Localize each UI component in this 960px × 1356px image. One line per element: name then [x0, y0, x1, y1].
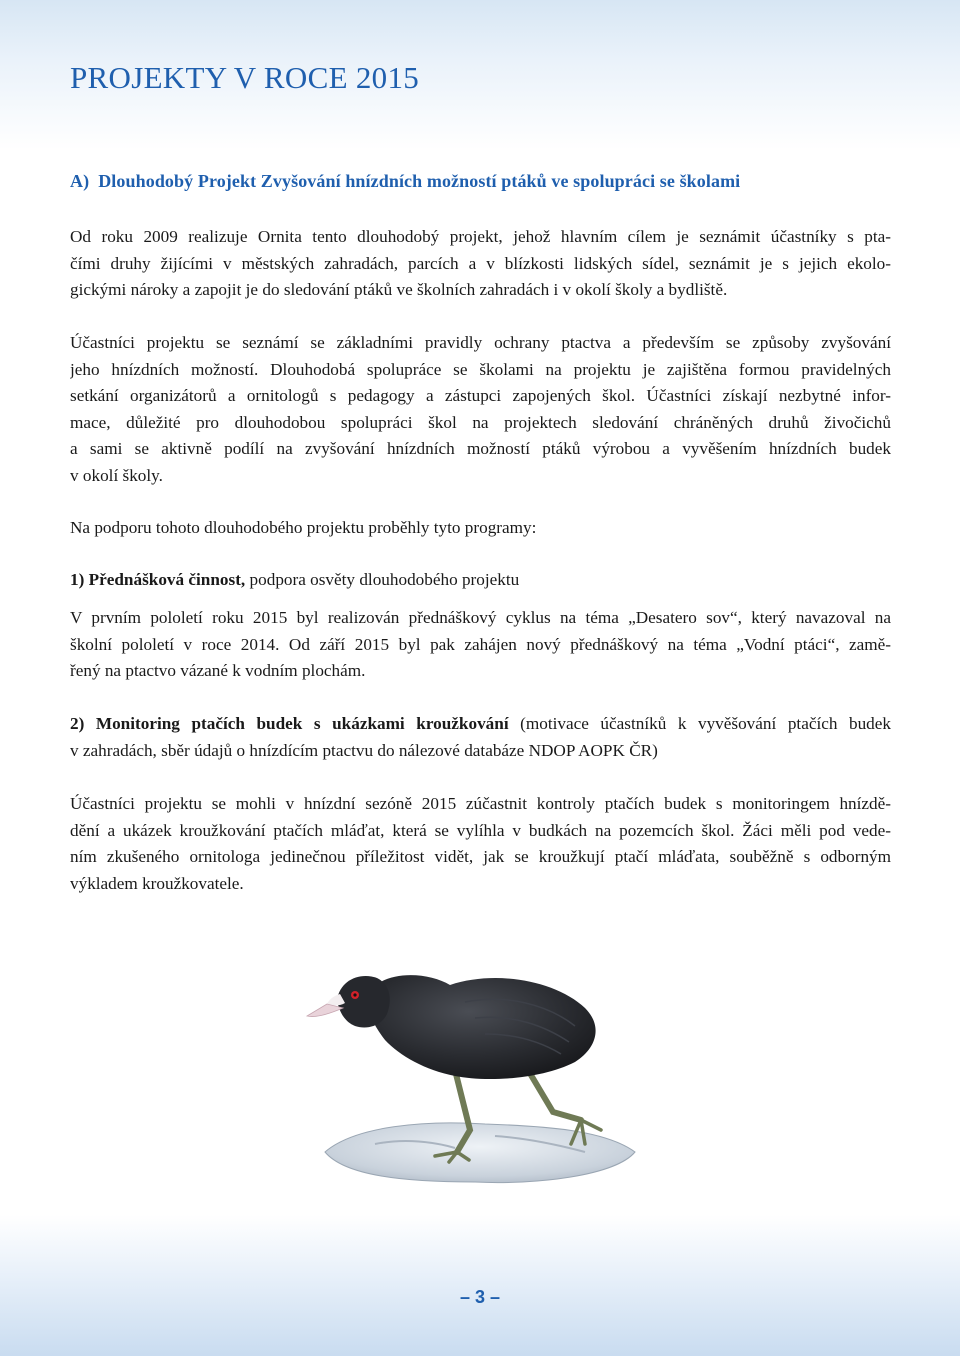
support-paragraph	[70, 515, 891, 542]
program2-heading	[70, 711, 891, 764]
paragraph-line: gickými nároky a zapojit je do sledování ptáků ve školních zahradách i v okolí školy a bydliště.	[70, 280, 728, 299]
coot-bird-icon	[285, 930, 645, 1190]
paragraph-line: setkání organizátorů a ornitologů s pedagogy a zástupci zapojených škol. Účastníci získají nezbytné infor-	[70, 386, 891, 405]
intro-paragraph	[70, 224, 891, 304]
paragraph-line: Účastníci projektu se seznámí se základními pravidly ochrany ptactva a především se způsoby zvyšování	[70, 333, 891, 352]
paragraph-line: školní pololetí v roce 2014. Od září 2015 byl pak zahájen nový přednáškový na téma „Vodní ptáci“, zamě-	[70, 634, 891, 654]
paragraph-line: čími druhy žijícími v městských zahradách, parcích a v blízkosti lidských sídel, seznámit je s jejich ekolo-	[70, 253, 891, 273]
paragraph-line: výkladem kroužkovatele.	[70, 873, 244, 893]
program2-heading-rest: (motivace účastníků k vyvěšování ptačích budek	[508, 714, 891, 733]
paragraph-line: Účastníci projektu se mohli v hnízdní sezóně 2015 zúčastnit kontroly ptačích budek s monitoringem hnízdě-	[70, 794, 891, 813]
paragraph-line: v zahradách, sběr údajů o hnízdícím ptactvu do nálezové databáze NDOP AOPK ČR)	[70, 740, 658, 760]
paragraph-line: dění a ukázek kroužkování ptačích mláďat, která se vylíhla v budkách na pozemcích škol. Žáci měli pod vede-	[70, 820, 891, 840]
section-title: Dlouhodobý Projekt Zvyšování hnízdních možností ptáků ve spolupráci se školami	[98, 171, 741, 191]
page-number: – 3 –	[459, 1287, 501, 1307]
program1-heading-bold: 1) Přednášková činnost,	[70, 570, 246, 589]
paragraph-line: V prvním pololetí roku 2015 byl realizován přednáškový cyklus na téma „Desatero sov“, který navazoval na	[70, 608, 891, 627]
paragraph-line: řený na ptactvo vázané k vodním plochám.	[70, 661, 366, 680]
program2-heading-bold: 2) Monitoring ptačích budek s ukázkami kroužkování	[70, 714, 509, 733]
participants-paragraph	[70, 330, 891, 489]
paragraph-line: mace, důležité pro dlouhodobou spolupráci škol na projektech sledování chráněných druhů živočichů	[70, 412, 891, 432]
paragraph-line: Na podporu tohoto dlouhodobého projektu proběhly tyto programy:	[70, 518, 537, 537]
paragraph-line: jeho hnízdních možností. Dlouhodobá spolupráce se školami na projektu je zajištěna formou pravidelných	[70, 359, 891, 379]
section-letter: A)	[70, 171, 90, 191]
paragraph-line: Od roku 2009 realizuje Ornita tento dlouhodobý projekt, jehož hlavním cílem je seznámit účastníky s pta-	[70, 227, 891, 246]
program1-paragraph	[70, 605, 891, 685]
program1-heading-rest: podpora osvěty dlouhodobého projektu	[245, 570, 520, 589]
section-heading	[70, 171, 740, 192]
paragraph-line: a sami se aktivně podílí na zvyšování hnízdních možností ptáků výrobou a vyvěšením hnízdních budek	[70, 439, 891, 458]
paragraph-line: v okolí školy.	[70, 465, 163, 485]
program1-heading	[70, 567, 891, 594]
page-title: PROJEKTY V ROCE 2015	[70, 60, 420, 95]
monitoring-paragraph	[70, 791, 891, 897]
paragraph-line: ním zkušeného ornitologa jedinečnou příležitost vidět, jak se kroužkují ptačí mláďata, souběžně s odborným	[70, 847, 891, 866]
